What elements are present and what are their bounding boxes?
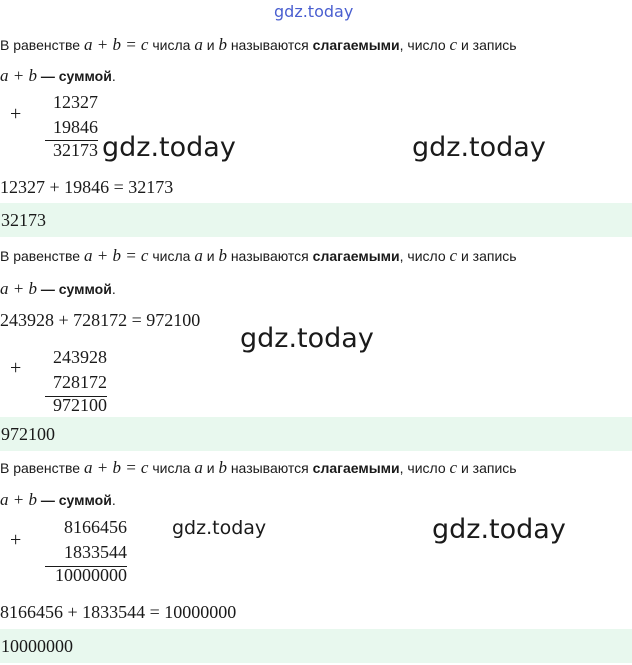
watermark: gdz.today [172,517,267,539]
rule-text: и запись [460,37,517,53]
rule-line-1 [0,35,517,55]
rule-text: называются [230,460,309,476]
plus-sign: + [10,357,22,379]
rule-term-addends: слагаемыми [312,460,400,476]
rule-equation: a + b = c [83,458,149,477]
answer-box: 10000000 [0,629,632,663]
rule-text: , число [399,37,446,53]
rule-var-c: c [449,246,458,265]
rule-text: В равенстве [0,460,81,476]
rule-text: и [206,460,215,476]
rule-line-1 [0,246,517,266]
equation: 8166456 + 1833544 = 10000000 [0,602,237,622]
rule-text: . [111,68,116,84]
rule-text: . [111,281,116,297]
watermark: gdz.today [102,132,236,163]
plus-sign: + [10,103,22,125]
rule-var-a: a [194,458,203,477]
rule-var-c: c [449,458,458,477]
rule-term-addends: слагаемыми [312,37,400,53]
rule-var-b: b [218,458,227,477]
addend-2: 1833544 [64,542,127,562]
rule-dash: — [40,492,55,508]
equation: 243928 + 728172 = 972100 [0,310,201,330]
watermark: gdz.today [240,323,374,354]
addend-1: 8166456 [64,517,127,537]
watermark: gdz.today [432,514,566,545]
rule-var-b: b [218,35,227,54]
rule-var-a: a [194,35,203,54]
rule-equation: a + b = c [83,246,149,265]
rule-line-2 [0,490,116,510]
rule-text: , число [399,248,446,264]
answer-box: 972100 [0,417,632,451]
rule-text: числа [152,460,191,476]
rule-term-addends: слагаемыми [312,248,400,264]
equation: 12327 + 19846 = 32173 [0,177,174,197]
rule-text: и [206,248,215,264]
rule-line-2 [0,66,116,86]
addend-2: 728172 [53,372,107,392]
rule-text: . [111,492,116,508]
watermark: gdz.today [412,132,546,163]
rule-term-sum: суммой [58,492,112,508]
answer-box: 32173 [0,203,632,237]
rule-text: называются [230,37,309,53]
rule-term-sum: суммой [58,281,112,297]
rule-var-b: b [218,246,227,265]
sum: 32173 [53,140,98,160]
addend-1: 12327 [53,92,98,112]
rule-text: числа [152,37,191,53]
rule-expression: a + b [0,279,37,298]
rule-dash: — [40,281,55,297]
rule-text: и запись [460,248,517,264]
rule-equation: a + b = c [83,35,149,54]
rule-term-sum: суммой [58,68,112,84]
rule-text: числа [152,248,191,264]
rule-expression: a + b [0,66,37,85]
sum: 10000000 [55,565,127,585]
rule-expression: a + b [0,490,37,509]
rule-dash: — [40,68,55,84]
rule-text: и запись [460,460,517,476]
plus-sign: + [10,529,22,551]
rule-line-2 [0,279,116,299]
rule-text: , число [399,460,446,476]
rule-text: называются [230,248,309,264]
addend-2: 19846 [53,117,98,137]
rule-line-1 [0,458,517,478]
rule-var-c: c [449,35,458,54]
addend-1: 243928 [53,347,107,367]
rule-text: В равенстве [0,37,81,53]
rule-text: В равенстве [0,248,81,264]
rule-var-a: a [194,246,203,265]
watermark-top: gdz.today [274,2,354,21]
rule-text: и [206,37,215,53]
sum: 972100 [53,395,107,415]
